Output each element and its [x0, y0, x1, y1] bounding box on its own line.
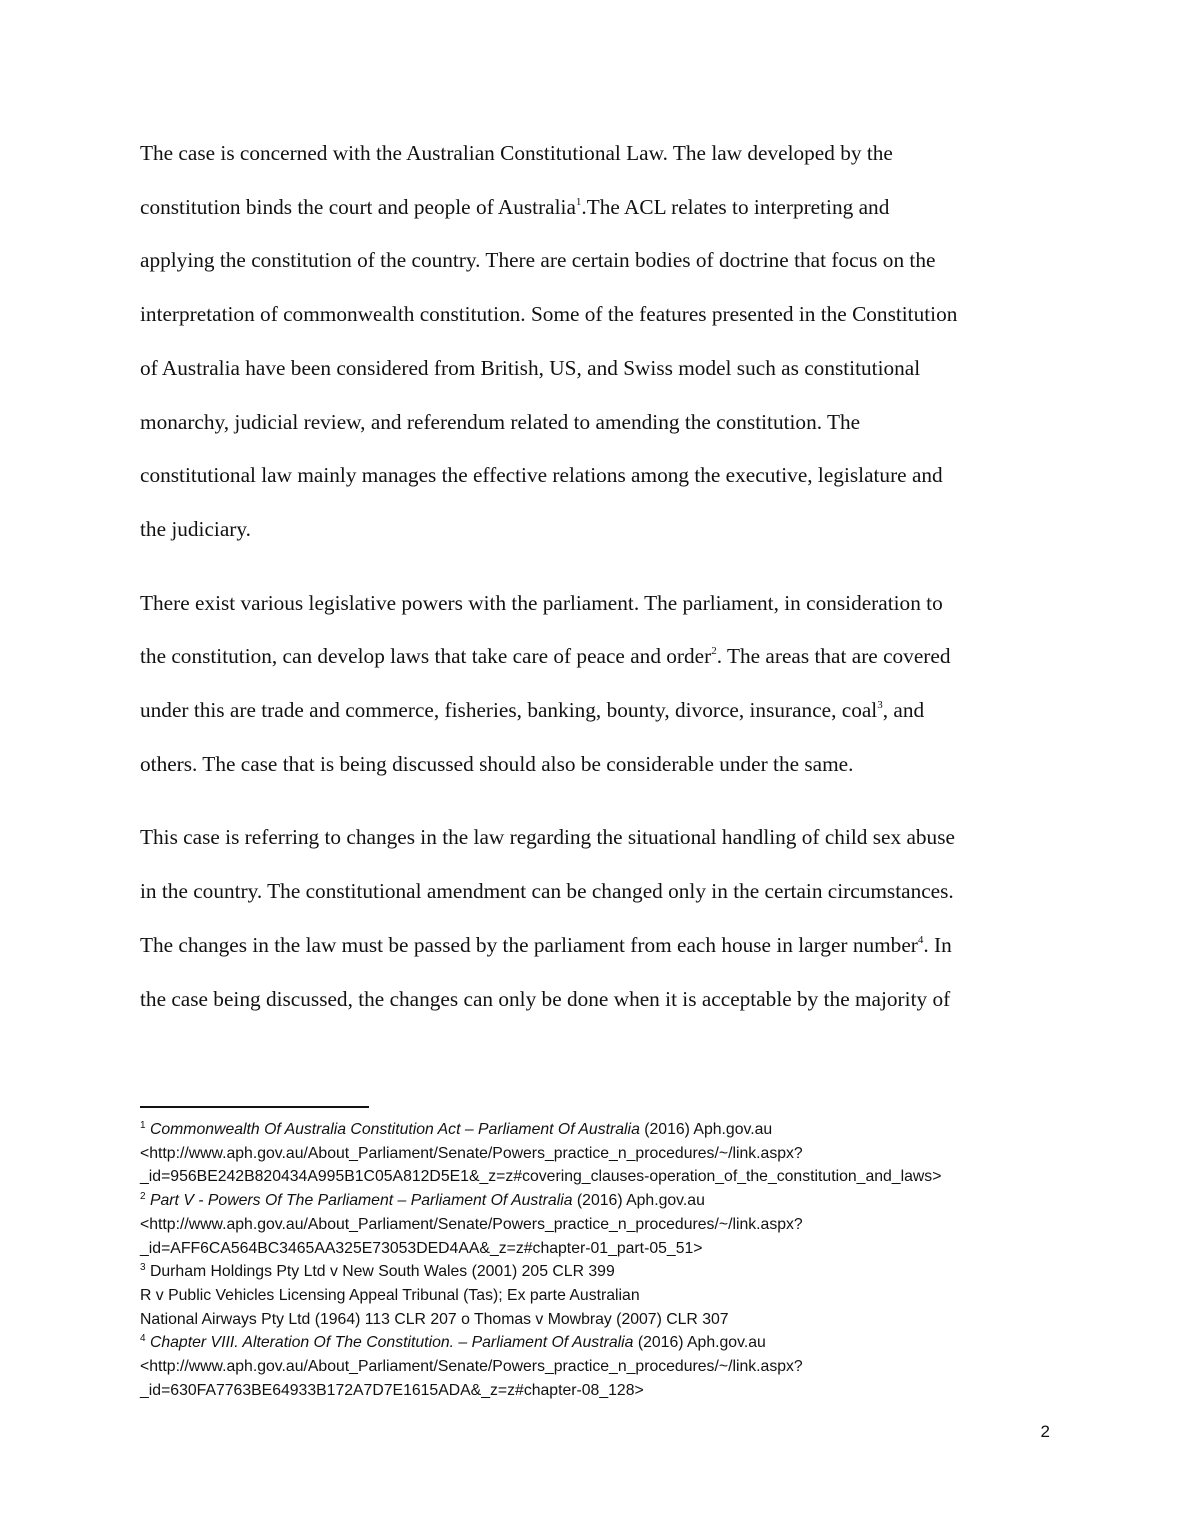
footnote-2-url-1[interactable]: <http://www.aph.gov.au/About_Parliament/Senate/Powers_practice_n_procedures/~/link.aspx?: [140, 1215, 803, 1233]
footnote-3-line-3: National Airways Pty Ltd (1964) 113 CLR 207 o Thomas v Mowbray (2007) CLR 307: [140, 1310, 729, 1328]
paragraph-1-line-1: The case is concerned with the Australian Constitutional Law. The law developed by the: [140, 141, 893, 165]
paragraph-2-line-2-cont: . The areas that are covered: [716, 644, 951, 669]
paragraph-2-line-4: others. The case that is being discussed should also be considerable under the same.: [140, 751, 854, 776]
paragraph-2: [140, 577, 1050, 792]
footnote-1-title: Commonwealth Of Australia Constitution Act – Parliament Of Australia: [149, 1121, 640, 1138]
footnote-ref-1[interactable]: 1: [575, 195, 582, 208]
footnote-ref-3[interactable]: 3: [877, 699, 883, 712]
paragraph-1-line-7: constitutional law mainly manages the effective relations among the executive, legislature and: [140, 463, 943, 488]
body-text: [140, 127, 1050, 1046]
footnote-4-line-1: [140, 1331, 1100, 1355]
footnote-1-url-1[interactable]: <http://www.aph.gov.au/About_Parliament/Senate/Powers_practice_n_procedures/~/link.aspx?: [140, 1144, 803, 1162]
footnote-separator: [140, 1106, 369, 1108]
paragraph-1-line-3: applying the constitution of the country. There are certain bodies of doctrine that focus on the: [140, 248, 936, 273]
footnote-1-source: (2016) Aph.gov.au: [639, 1121, 773, 1138]
footnotes: [140, 1106, 1100, 1402]
footnote-2-url-2[interactable]: _id=AFF6CA564BC3465AA325E73053DED4AA&_z=z#chapter-01_part-05_51>: [140, 1239, 703, 1257]
footnote-ref-2[interactable]: 2: [711, 645, 717, 658]
footnote-4-url-2[interactable]: _id=630FA7763BE64933B172A7D7E1615ADA&_z=z#chapter-08_128>: [140, 1381, 644, 1399]
paragraph-3-line-3-cont: . In: [923, 932, 952, 957]
paragraph-3-line-3: The changes in the law must be passed by the parliament from each house in larger number: [140, 932, 918, 957]
footnote-3-number: 3: [140, 1262, 146, 1274]
footnote-1-line-1: [140, 1118, 1100, 1142]
paragraph-1-line-4: interpretation of commonwealth constitution. Some of the features presented in the Constitution: [140, 302, 958, 327]
footnote-4-title: Chapter VIII. Alteration Of The Constitution. – Parliament Of Australia: [149, 1334, 634, 1352]
paragraph-3-line-4: the case being discussed, the changes can only be done when it is acceptable by the majority of: [140, 986, 951, 1011]
paragraph-2-line-1: There exist various legislative powers with the parliament. The parliament, in consideration to: [140, 590, 943, 615]
footnote-3: [140, 1260, 1100, 1331]
footnote-ref-4[interactable]: 4: [917, 933, 924, 946]
footnote-1-url-2[interactable]: _id=956BE242B820434A995B1C05A812D5E1&_z=z#covering_clauses-operation_of_the_constitution_and_laws>: [140, 1168, 942, 1186]
paragraph-2-line-3: under this are trade and commerce, fisheries, banking, bounty, divorce, insurance, coal: [140, 698, 878, 723]
footnote-2-source: (2016) Aph.gov.au: [572, 1192, 705, 1210]
footnote-3-line-1: [140, 1260, 1100, 1284]
footnote-3-case-1: Durham Holdings Pty Ltd v New South Wales (2001) 205 CLR 399: [145, 1263, 615, 1281]
page-number: 2: [1040, 1422, 1050, 1441]
paragraph-2-line-2: the constitution, can develop laws that take care of peace and order: [140, 644, 712, 669]
paragraph-3: [140, 811, 1050, 1026]
footnote-4: [140, 1331, 1100, 1402]
paragraph-1-line-5: of Australia have been considered from British, US, and Swiss model such as constitutional: [140, 355, 921, 380]
footnote-3-line-2: R v Public Vehicles Licensing Appeal Tribunal (Tas); Ex parte Australian: [140, 1286, 640, 1304]
paragraph-1-line-6: monarchy, judicial review, and referendum related to amending the constitution. The: [140, 409, 861, 434]
paragraph-3-line-1: This case is referring to changes in the law regarding the situational handling of child sex abuse: [140, 825, 955, 850]
footnote-2: [140, 1189, 1100, 1260]
footnote-1: [140, 1118, 1100, 1189]
footnote-1-number: 1: [140, 1120, 146, 1131]
paragraph-1: [140, 127, 1050, 557]
paragraph-3-line-2: in the country. The constitutional amendment can be changed only in the certain circumstances.: [140, 879, 954, 904]
paragraph-1-line-2-cont: .The ACL relates to interpreting and: [581, 194, 890, 219]
footnote-2-number: 2: [140, 1191, 146, 1203]
footnote-2-title: Part V - Powers Of The Parliament – Parliament Of Australia: [149, 1192, 573, 1210]
footnote-2-line-1: [140, 1189, 1100, 1213]
paragraph-1-line-8: the judiciary.: [140, 516, 251, 541]
footnote-4-source: (2016) Aph.gov.au: [633, 1334, 766, 1352]
paragraph-2-line-3-cont: , and: [882, 698, 925, 723]
footnote-4-url-1[interactable]: <http://www.aph.gov.au/About_Parliament/Senate/Powers_practice_n_procedures/~/link.aspx?: [140, 1358, 803, 1376]
footnote-4-number: 4: [140, 1333, 146, 1345]
paragraph-1-line-2: constitution binds the court and people of Australia: [140, 194, 576, 219]
